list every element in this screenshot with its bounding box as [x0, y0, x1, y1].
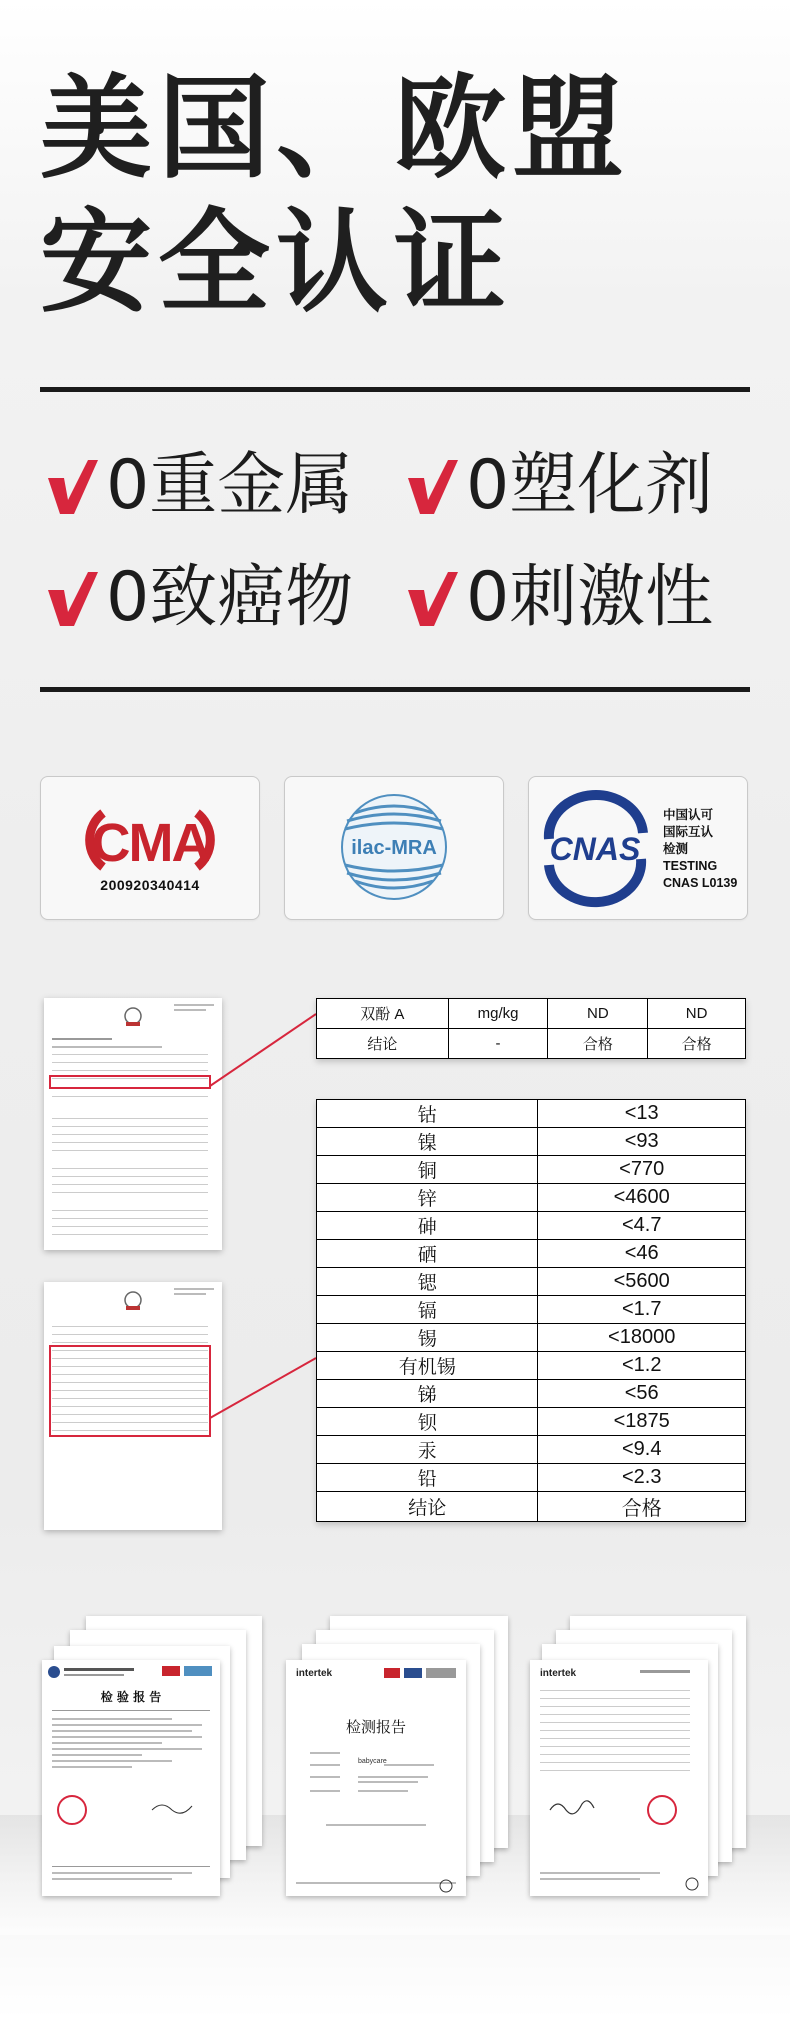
claim-no-carcinogen	[44, 558, 353, 638]
headline-line-2: 安全认证	[40, 198, 512, 328]
cnas-mark: CNAS	[549, 831, 641, 867]
value-cell: <9.4	[538, 1436, 746, 1464]
divider-bottom	[40, 687, 750, 692]
table-row	[317, 1184, 746, 1212]
element-cell: 锌	[317, 1184, 538, 1212]
heavy-metal-result-table	[316, 1099, 746, 1522]
element-cell: 结论	[317, 1492, 538, 1522]
claim-no-heavy-metals	[44, 446, 353, 526]
report-page-graphic	[530, 1660, 708, 1896]
check-icon	[44, 454, 100, 518]
report-page-graphic	[44, 998, 222, 1250]
report-title: 检测报告	[345, 1718, 406, 1736]
claim-text: 0刺激性	[466, 558, 714, 637]
value-cell: <18000	[538, 1324, 746, 1352]
cnas-logo-card	[528, 776, 748, 920]
cnas-caption-line: 国际互认	[663, 825, 714, 839]
intertek-brand: intertek	[296, 1668, 333, 1679]
value-cell: <13	[538, 1100, 746, 1128]
cnas-caption-line: 检测	[663, 842, 689, 856]
table-row	[317, 1352, 746, 1380]
value-cell: <56	[538, 1380, 746, 1408]
cma-mark: CMA	[91, 813, 209, 873]
cnas-caption-line: 中国认可	[663, 808, 714, 822]
ilac-logo-card	[284, 776, 504, 920]
connector-line-metals	[210, 1358, 316, 1418]
claim-no-plasticizer	[404, 446, 713, 526]
report-thumbnail-1	[44, 998, 222, 1250]
table-row	[317, 1492, 746, 1522]
table-cell: ND	[548, 999, 648, 1029]
bpa-result-table	[316, 998, 746, 1059]
table-row	[317, 1029, 746, 1059]
report-document-1	[42, 1660, 220, 1896]
value-cell: <1.7	[538, 1296, 746, 1324]
report-document-3	[530, 1660, 708, 1896]
element-cell: 铅	[317, 1464, 538, 1492]
intertek-brand: intertek	[540, 1668, 577, 1679]
element-cell: 钡	[317, 1408, 538, 1436]
cma-logo-icon	[41, 777, 259, 877]
value-cell: <4600	[538, 1184, 746, 1212]
ilac-mark: ilac-MRA	[351, 837, 437, 859]
page-headline	[40, 62, 760, 330]
table-row	[317, 1240, 746, 1268]
table-row	[317, 1128, 746, 1156]
table-row	[317, 999, 746, 1029]
report-field-value: babycare	[358, 1758, 387, 1765]
element-cell: 砷	[317, 1212, 538, 1240]
table-cell: 双酚 A	[317, 999, 449, 1029]
value-cell: <5600	[538, 1268, 746, 1296]
element-cell: 硒	[317, 1240, 538, 1268]
ilac-mra-logo-icon	[285, 777, 503, 919]
table-cell: mg/kg	[448, 999, 548, 1029]
value-cell: 合格	[538, 1492, 746, 1522]
connector-line-bpa	[210, 1014, 316, 1086]
element-cell: 汞	[317, 1436, 538, 1464]
cnas-caption-line: TESTING	[663, 859, 718, 873]
table-row	[317, 1100, 746, 1128]
claim-text: 0重金属	[106, 446, 354, 525]
table-row	[317, 1464, 746, 1492]
cnas-logo-icon	[529, 777, 659, 919]
divider-top	[40, 387, 750, 392]
report-page-graphic	[286, 1660, 466, 1896]
element-cell: 铜	[317, 1156, 538, 1184]
headline-line-1: 美国、欧盟	[40, 64, 630, 194]
value-cell: <2.3	[538, 1464, 746, 1492]
check-icon	[404, 566, 460, 630]
value-cell: <4.7	[538, 1212, 746, 1240]
table-row	[317, 1380, 746, 1408]
claim-text: 0致癌物	[106, 558, 354, 637]
value-cell: <93	[538, 1128, 746, 1156]
table-row	[317, 1324, 746, 1352]
element-cell: 锡	[317, 1324, 538, 1352]
table-row	[317, 1156, 746, 1184]
report-page-graphic	[44, 1282, 222, 1530]
claim-no-irritant	[404, 558, 713, 638]
report-title: 检 验 报 告	[100, 1690, 162, 1704]
table-row	[317, 1436, 746, 1464]
value-cell: <1875	[538, 1408, 746, 1436]
table-cell: ND	[648, 999, 746, 1029]
cma-number: 200920340414	[100, 877, 200, 893]
value-cell: <46	[538, 1240, 746, 1268]
table-cell: 合格	[548, 1029, 648, 1059]
cma-logo-card	[40, 776, 260, 920]
element-cell: 有机锡	[317, 1352, 538, 1380]
value-cell: <770	[538, 1156, 746, 1184]
claim-text: 0塑化剂	[466, 446, 714, 525]
report-document-2	[286, 1660, 466, 1896]
table-row	[317, 1212, 746, 1240]
table-cell: -	[448, 1029, 548, 1059]
report-thumbnail-2	[44, 1282, 222, 1530]
cnas-caption	[663, 807, 737, 892]
element-cell: 镍	[317, 1128, 538, 1156]
cnas-caption-line: CNAS L0139	[663, 876, 738, 890]
table-row	[317, 1408, 746, 1436]
check-icon	[44, 566, 100, 630]
value-cell: <1.2	[538, 1352, 746, 1380]
table-row	[317, 1268, 746, 1296]
table-cell: 结论	[317, 1029, 449, 1059]
element-cell: 钴	[317, 1100, 538, 1128]
element-cell: 锑	[317, 1380, 538, 1408]
table-row	[317, 1296, 746, 1324]
check-icon	[404, 454, 460, 518]
table-cell: 合格	[648, 1029, 746, 1059]
element-cell: 镉	[317, 1296, 538, 1324]
element-cell: 锶	[317, 1268, 538, 1296]
